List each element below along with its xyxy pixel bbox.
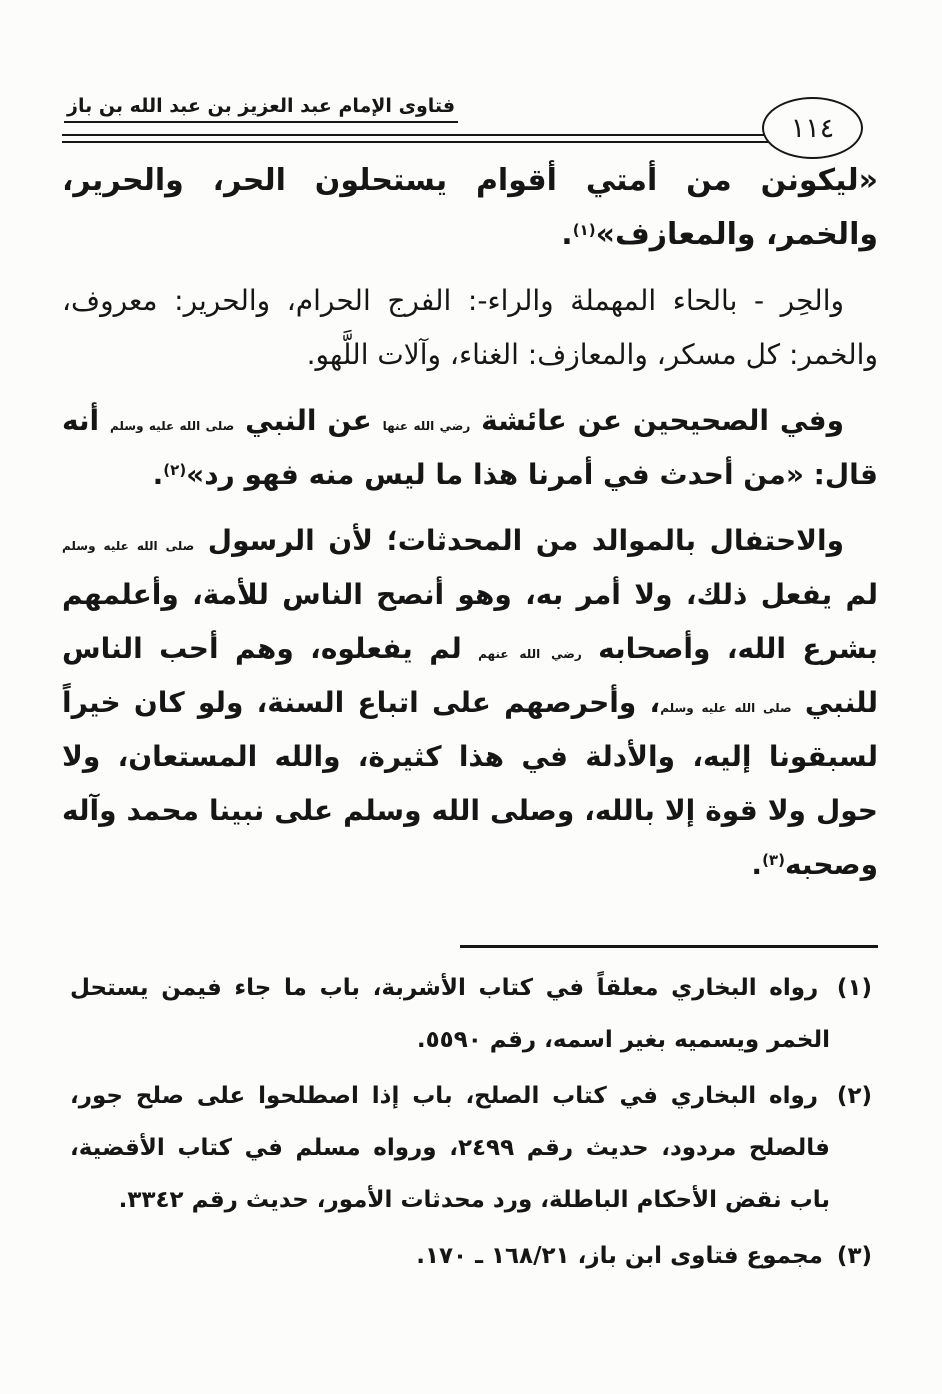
footnote-marker: (٢) bbox=[824, 1083, 872, 1109]
footnotes bbox=[70, 962, 872, 1286]
footnote-text: رواه البخاري معلقاً في كتاب الأشربة، باب ما جاء فيمن يستحل الخمر ويسميه بغير اسمه، رقم ٥٥٩٠. bbox=[70, 975, 830, 1053]
header-rule bbox=[62, 134, 770, 143]
text-run: ، وأحرصهم على اتباع السنة، ولو كان خيراً لسبقونا إليه، والأدلة في هذا كثيرة، والله المستعان، ولا حول ولا قوة إلا بالله، وصلى الله وسلم على نبينا محمد وآله وصحبه bbox=[62, 686, 878, 881]
text-run: «ليكونن من أمتي أقوام يستحلون الحر، والحرير، والخمر، والمعازف» bbox=[62, 163, 878, 252]
text-run: والاحتفال بالموالد من المحدثات؛ لأن الرسول bbox=[194, 524, 844, 557]
footnote-item bbox=[70, 1230, 872, 1282]
footnote-item bbox=[70, 1070, 872, 1226]
honorific-mark: رضي الله عنهم bbox=[478, 647, 582, 661]
body-text bbox=[62, 154, 878, 904]
footnote-ref: (١) bbox=[572, 221, 596, 239]
footnote-marker: (١) bbox=[824, 975, 872, 1001]
footnote-text: رواه البخاري في كتاب الصلح، باب إذا اصطلحوا على صلح جور، فالصلح مردود، حديث رقم ٢٤٩٩، ورواه مسلم في كتاب الأقضية، باب نقض الأحكام الباطلة، ورد محدثات الأمور، حديث رقم ٣٣٤٢. bbox=[70, 1083, 830, 1213]
paragraph bbox=[62, 514, 878, 892]
footnote-marker: (٣) bbox=[828, 1243, 872, 1269]
paragraph bbox=[62, 394, 878, 502]
text-run: أنه قال: «من أحدث في أمرنا هذا ما ليس منه فهو رد» bbox=[62, 404, 878, 491]
footnote-separator bbox=[460, 945, 878, 948]
paragraph bbox=[62, 274, 878, 382]
footnote-text: مجموع فتاوى ابن باز، ١٦٨/٢١ ـ ١٧٠. bbox=[416, 1243, 823, 1269]
text-run: . bbox=[152, 458, 164, 491]
paragraph bbox=[62, 154, 878, 262]
honorific-mark: رضي الله عنها bbox=[382, 419, 471, 433]
text-run: لم يفعل ذلك، ولا أمر به، وهو أنصح الناس للأمة، وأعلمهم بشرع الله، وأصحابه bbox=[62, 578, 878, 665]
text-run: عن النبي bbox=[234, 404, 383, 437]
text-run: . bbox=[561, 217, 573, 252]
footnote-ref: (٢) bbox=[163, 461, 187, 479]
page-number-badge bbox=[762, 97, 863, 159]
footnote-item bbox=[70, 962, 872, 1066]
text-run: والحِر - بالحاء المهملة والراء-: الفرج الحرام، والحرير: معروف، والخمر: كل مسكر، والمعازف: الغناء، وآلات اللَّهو. bbox=[62, 284, 878, 371]
text-run: لم يفعلوه، وهم أحب الناس للنبي bbox=[62, 632, 878, 719]
text-run: وفي الصحيحين عن عائشة bbox=[470, 404, 844, 437]
text-run: . bbox=[751, 848, 763, 881]
running-title: فتاوى الإمام عبد العزيز بن عبد الله بن باز bbox=[64, 95, 458, 123]
honorific-mark: صلى الله عليه وسلم bbox=[62, 539, 195, 553]
honorific-mark: صلى الله عليه وسلم bbox=[660, 701, 792, 715]
footnote-ref: (٣) bbox=[762, 851, 785, 869]
page-number: ١١٤ bbox=[790, 112, 835, 144]
honorific-mark: صلى الله عليه وسلم bbox=[110, 419, 235, 433]
